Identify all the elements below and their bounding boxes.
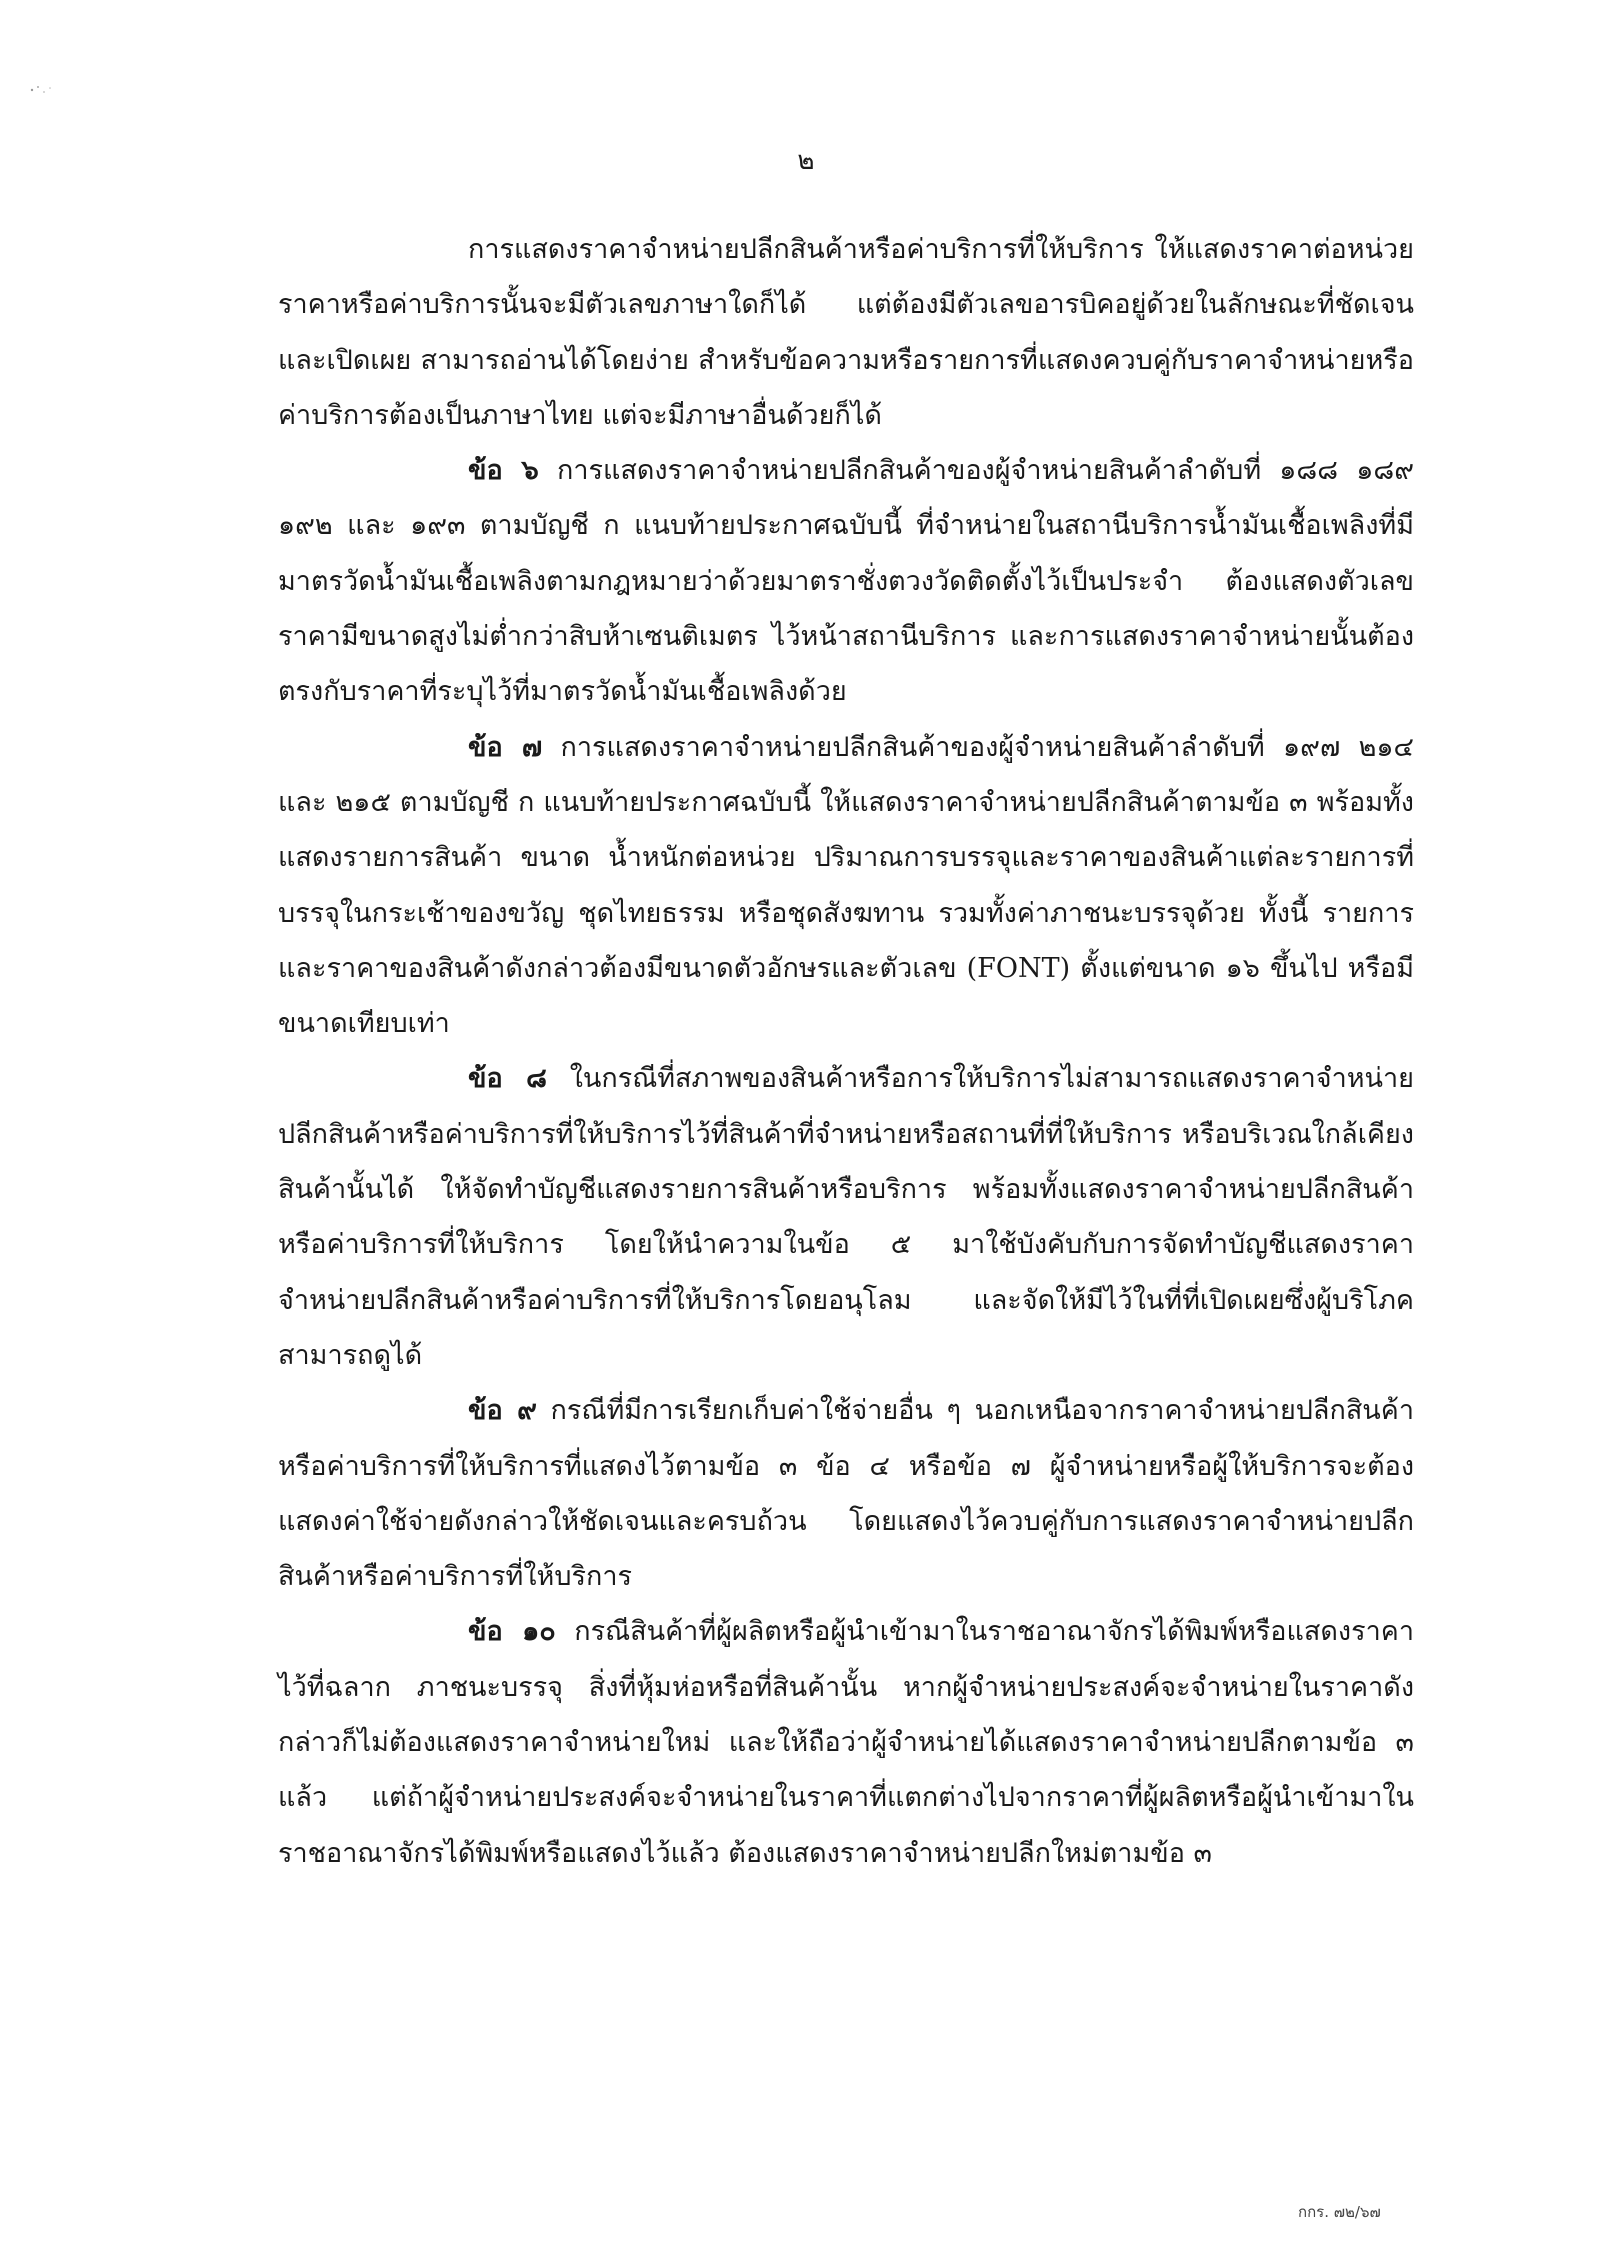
paragraph-price-display-rules [278, 222, 1414, 443]
page-number: ๒ [797, 146, 815, 176]
clause-text: การแสดงราคาจำหน่ายปลีกสินค้าของผู้จำหน่ายสินค้าลำดับที่ ๑๙๗ ๒๑๔ และ ๒๑๕ ตามบัญชี ก แนบท้ายประกาศฉบับนี้ ให้แสดงราคาจำหน่ายปลีกสินค้าตามข้อ ๓ พร้อมทั้งแสดงรายการสินค้า ขนาด น้ำหนักต่อหน่วย ปริมาณการบรรจุและราคาของสินค้าแต่ละรายการที่บรรจุในกระเช้าของขวัญ ชุดไทยธรรม หรือชุดสังฆทาน รวมทั้งค่าภาชนะบรรจุด้วย ทั้งนี้ รายการและราคาของสินค้าดังกล่าวต้องมีขนาดตัวอักษรและตัวเลข (FONT) ตั้งแต่ขนาด ๑๖ ขึ้นไป หรือมีขนาดเทียบเท่า [278, 731, 1414, 1040]
footer-reference: กกร. ๗๒/๖๗ [1298, 2203, 1381, 2221]
clause-label: ข้อ ๖ [468, 455, 539, 487]
clause-text: กรณีสินค้าที่ผู้ผลิตหรือผู้นำเข้ามาในราชอาณาจักรได้พิมพ์หรือแสดงราคาไว้ที่ฉลาก ภาชนะบรรจุ สิ่งที่หุ้มห่อหรือที่สินค้านั้น หากผู้จำหน่ายประสงค์จะจำหน่ายในราคาดังกล่าวก็ไม่ต้องแสดงราคาจำหน่ายใหม่ และให้ถือว่าผู้จำหน่ายได้แสดงราคาจำหน่ายปลีกตามข้อ ๓ แล้ว แต่ถ้าผู้จำหน่ายประสงค์จะจำหน่ายในราคาที่แตกต่างไปจากราคาที่ผู้ผลิตหรือผู้นำเข้ามาในราชอาณาจักรได้พิมพ์หรือแสดงไว้แล้ว ต้องแสดงราคาจำหน่ายปลีกใหม่ตามข้อ ๓ [278, 1616, 1414, 1869]
scan-speck-mark [26, 78, 66, 98]
paragraph-clause-9 [278, 1383, 1414, 1604]
clause-text: การแสดงราคาจำหน่ายปลีกสินค้าหรือค่าบริการที่ให้บริการ ให้แสดงราคาต่อหน่วย ราคาหรือค่าบริการนั้นจะมีตัวเลขภาษาใดก็ได้ แต่ต้องมีตัวเลขอารบิคอยู่ด้วยในลักษณะที่ชัดเจนและเปิดเผย สามารถอ่านได้โดยง่าย สำหรับข้อความหรือรายการที่แสดงควบคู่กับราคาจำหน่ายหรือค่าบริการต้องเป็นภาษาไทย แต่จะมีภาษาอื่นด้วยก็ได้ [278, 234, 1414, 431]
paragraph-clause-6 [278, 443, 1414, 719]
clause-label: ข้อ ๙ [468, 1395, 537, 1427]
paragraph-clause-8 [278, 1051, 1414, 1383]
paragraph-clause-7 [278, 720, 1414, 1052]
clause-label: ข้อ ๘ [468, 1063, 548, 1095]
clause-text: การแสดงราคาจำหน่ายปลีกสินค้าของผู้จำหน่ายสินค้าลำดับที่ ๑๘๘ ๑๘๙ ๑๙๒ และ ๑๙๓ ตามบัญชี ก แนบท้ายประกาศฉบับนี้ ที่จำหน่ายในสถานีบริการน้ำมันเชื้อเพลิงที่มีมาตรวัดน้ำมันเชื้อเพลิงตามกฎหมายว่าด้วยมาตราชั่งตวงวัดติดตั้งไว้เป็นประจำ ต้องแสดงตัวเลขราคามีขนาดสูงไม่ต่ำกว่าสิบห้าเซนติเมตร ไว้หน้าสถานีบริการ และการแสดงราคาจำหน่ายนั้นต้องตรงกับราคาที่ระบุไว้ที่มาตรวัดน้ำมันเชื้อเพลิงด้วย [278, 455, 1414, 708]
clause-label: ข้อ ๑๐ [468, 1616, 556, 1648]
clause-label: ข้อ ๗ [468, 731, 543, 763]
clause-text: กรณีที่มีการเรียกเก็บค่าใช้จ่ายอื่น ๆ นอกเหนือจากราคาจำหน่ายปลีกสินค้าหรือค่าบริการที่ให้บริการที่แสดงไว้ตามข้อ ๓ ข้อ ๔ หรือข้อ ๗ ผู้จำหน่ายหรือผู้ให้บริการจะต้องแสดงค่าใช้จ่ายดังกล่าวให้ชัดเจนและครบถ้วน โดยแสดงไว้ควบคู่กับการแสดงราคาจำหน่ายปลีกสินค้าหรือค่าบริการที่ให้บริการ [278, 1395, 1414, 1593]
paragraph-clause-10 [278, 1604, 1414, 1880]
document-body [278, 222, 1414, 1881]
clause-text: ในกรณีที่สภาพของสินค้าหรือการให้บริการไม่สามารถแสดงราคาจำหน่ายปลีกสินค้าหรือค่าบริการที่ให้บริการไว้ที่สินค้าที่จำหน่ายหรือสถานที่ที่ให้บริการ หรือบริเวณใกล้เคียงสินค้านั้นได้ ให้จัดทำบัญชีแสดงรายการสินค้าหรือบริการ พร้อมทั้งแสดงราคาจำหน่ายปลีกสินค้าหรือค่าบริการที่ให้บริการ โดยให้นำความในข้อ ๕ มาใช้บังคับกับการจัดทำบัญชีแสดงราคาจำหน่ายปลีกสินค้าหรือค่าบริการที่ให้บริการโดยอนุโลม และจัดให้มีไว้ในที่ที่เปิดเผยซึ่งผู้บริโภคสามารถดูได้ [278, 1063, 1414, 1371]
